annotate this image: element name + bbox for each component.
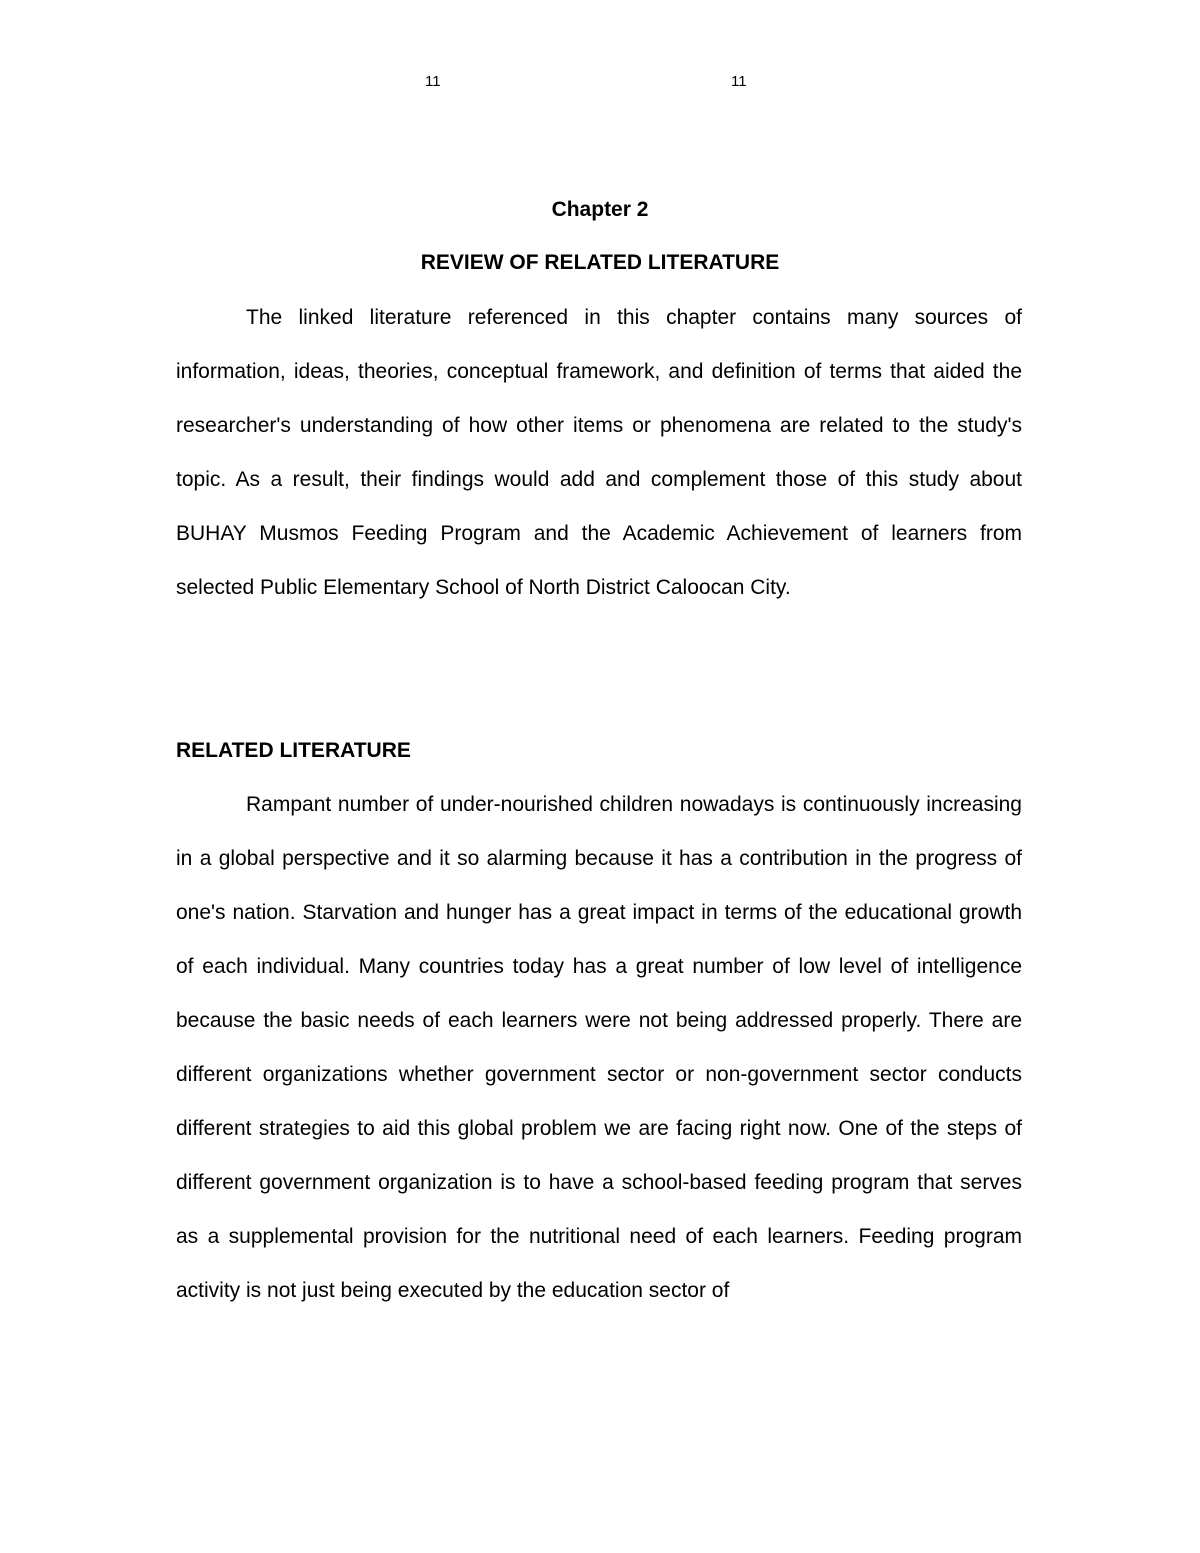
page-number-left: 11 bbox=[425, 73, 441, 90]
page-number-right: 11 bbox=[731, 73, 747, 90]
intro-paragraph: The linked literature referenced in this chapter contains many sources of information, ideas, theories, conceptual framework, and definition of terms that aided the researcher's understanding of how other items or phenomena are related to the study's topic. As a result, their findings would add and complement those of this study about BUHAY Musmos Feeding Program and the Academic Achievement of learners from selected Public Elementary School of North District Caloocan City. bbox=[176, 306, 1022, 599]
chapter-title: Chapter 2 bbox=[551, 198, 649, 221]
chapter-subtitle: REVIEW OF RELATED LITERATURE bbox=[420, 251, 780, 274]
related-literature-paragraph: Rampant number of under-nourished children nowadays is continuously increasing in a global perspective and it so alarming because it has a contribution in the progress of one's nation. Starvation and hunger has a great impact in terms of the educational growth of each individual. Many countries today has a great number of low level of intelligence because the basic needs of each learners were not being addressed properly. There are different organizations whether government sector or non-government sector conducts different strategies to aid this global problem we are facing right now. One of the steps of different government organization is to have a school-based feeding program that serves as a supplemental provision for the nutritional need of each learners. Feeding program activity is not just being executed by the education sector of bbox=[176, 793, 1022, 1302]
section-heading: RELATED LITERATURE bbox=[176, 739, 411, 762]
